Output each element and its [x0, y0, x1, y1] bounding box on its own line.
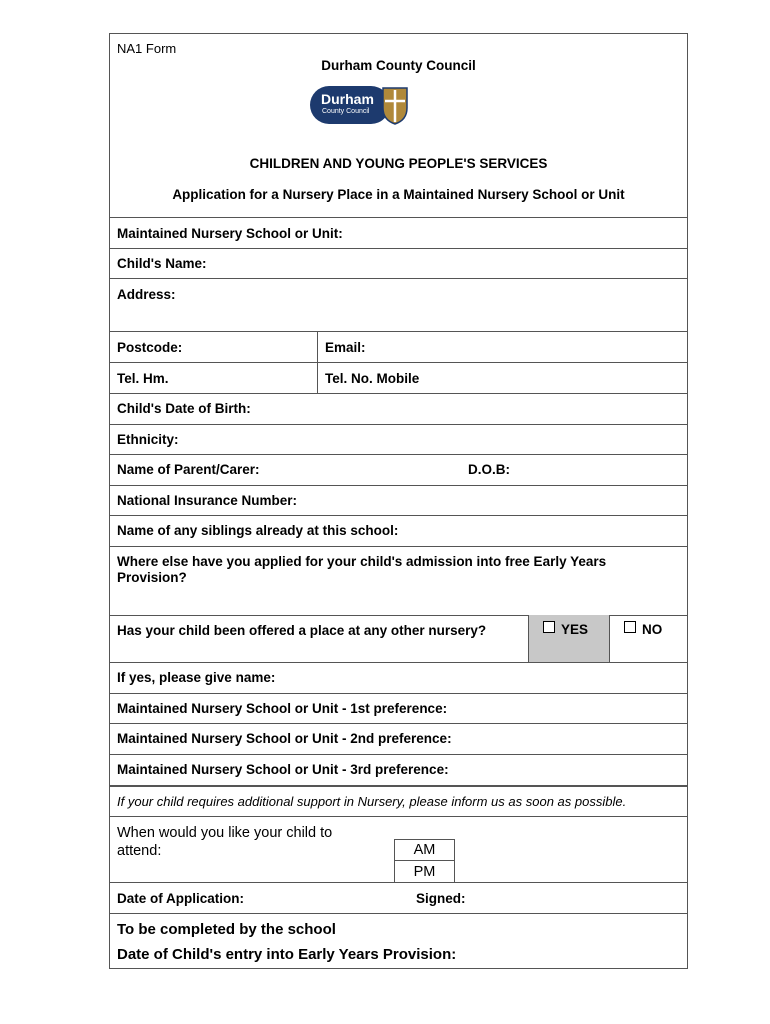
- pref3-label: Maintained Nursery School or Unit - 3rd preference:: [117, 762, 449, 777]
- rule: [110, 485, 687, 486]
- council-logo: [310, 84, 410, 126]
- rule: [110, 393, 687, 394]
- no-option[interactable]: [624, 621, 662, 637]
- pm-option[interactable]: PM: [413, 864, 436, 880]
- address-label: Address:: [117, 287, 176, 302]
- crest-icon: [380, 84, 410, 126]
- rule: [110, 723, 687, 724]
- pref1-label: Maintained Nursery School or Unit - 1st preference:: [117, 701, 448, 716]
- applied-elsewhere-label: Where else have you applied for your child's admission into free Early Years Provision?: [117, 554, 607, 585]
- siblings-label: Name of any siblings already at this school:: [117, 523, 399, 538]
- ethnicity-label: Ethnicity:: [117, 432, 179, 447]
- no-checkbox[interactable]: [624, 621, 636, 633]
- dob-label: Child's Date of Birth:: [117, 401, 251, 416]
- service-title: CHILDREN AND YOUNG PEOPLE'S SERVICES: [249, 156, 548, 171]
- parent-dob-label: D.O.B:: [468, 462, 510, 477]
- rule: [110, 754, 687, 755]
- no-label: NO: [642, 622, 663, 637]
- yes-label: YES: [561, 622, 589, 637]
- child-name-label: Child's Name:: [117, 256, 207, 271]
- rule: [110, 515, 687, 516]
- rule: [110, 424, 687, 425]
- form-title: Application for a Nursery Place in a Maintained Nursery School or Unit: [172, 187, 625, 202]
- yes-checkbox[interactable]: [543, 621, 555, 633]
- logo-text-main: Durham: [321, 91, 374, 107]
- divider: [317, 331, 318, 393]
- rule: [110, 454, 687, 455]
- if-yes-label: If yes, please give name:: [117, 670, 276, 685]
- rule: [110, 546, 687, 547]
- rule: [110, 278, 687, 279]
- parent-name-label: Name of Parent/Carer:: [117, 462, 260, 477]
- rule: [110, 785, 687, 787]
- rule: [110, 248, 687, 249]
- logo-text-sub: County Council: [322, 108, 370, 115]
- rule: [110, 913, 687, 914]
- rule: [110, 362, 687, 363]
- entry-date-label: Date of Child's entry into Early Years Provision:: [117, 946, 457, 963]
- school-label: Maintained Nursery School or Unit:: [117, 226, 343, 241]
- tel-mobile-label: Tel. No. Mobile: [325, 371, 420, 386]
- school-section-heading: To be completed by the school: [117, 921, 336, 938]
- rule: [110, 217, 687, 218]
- email-label: Email:: [325, 340, 366, 355]
- ni-number-label: National Insurance Number:: [117, 493, 298, 508]
- session-options: [394, 839, 455, 882]
- am-option[interactable]: AM: [395, 840, 454, 861]
- rule: [110, 693, 687, 694]
- rule: [110, 331, 687, 332]
- rule: [110, 662, 687, 663]
- offered-place-label: Has your child been offered a place at any other nursery?: [117, 623, 487, 638]
- pref2-label: Maintained Nursery School or Unit - 2nd preference:: [117, 731, 452, 746]
- signed-label: Signed:: [416, 891, 466, 906]
- form-id: NA1 Form: [117, 41, 177, 56]
- postcode-label: Postcode:: [117, 340, 183, 355]
- tel-home-label: Tel. Hm.: [117, 371, 169, 386]
- application-form: [109, 33, 688, 969]
- yes-option[interactable]: [543, 621, 588, 637]
- attend-question: When would you like your child to attend:: [117, 825, 333, 859]
- date-of-application-label: Date of Application:: [117, 891, 244, 906]
- rule: [110, 816, 687, 817]
- support-note: If your child requires additional support in Nursery, please inform us as soon as possible.: [117, 794, 627, 809]
- council-name: Durham County Council: [321, 58, 476, 73]
